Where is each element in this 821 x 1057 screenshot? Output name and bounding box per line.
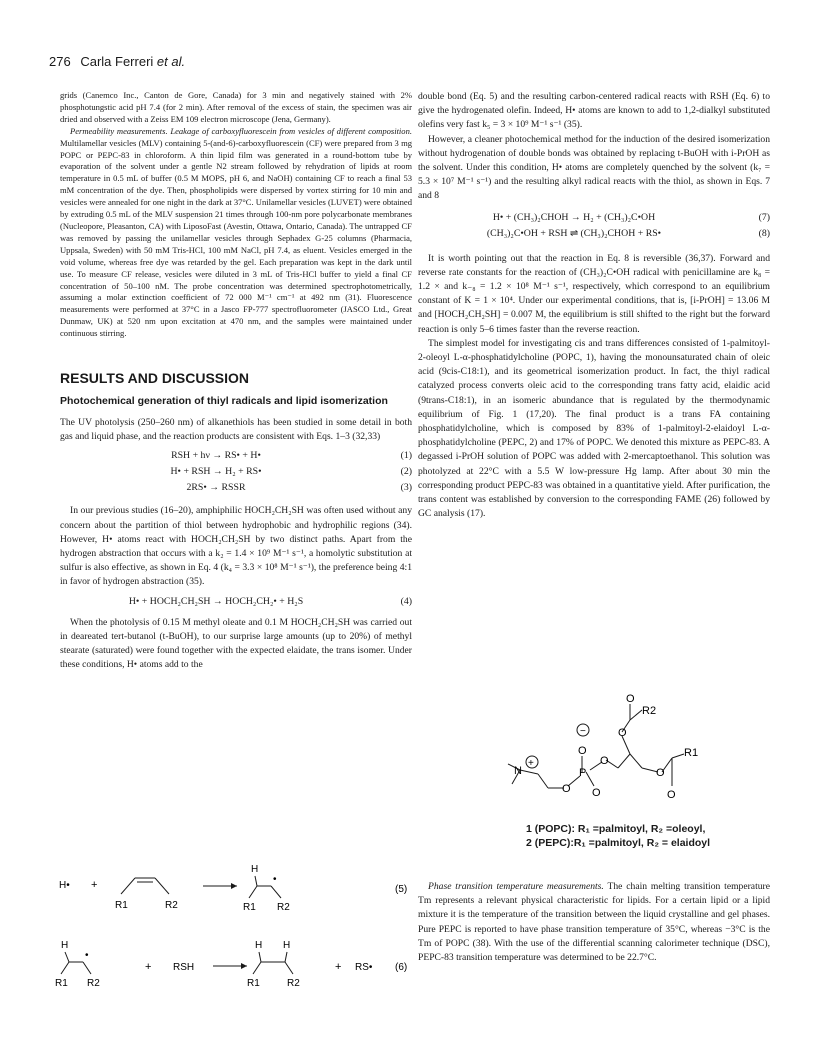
equation-5-number: (5) [395,884,408,895]
carbonyl-oxygen-r2: O [626,693,635,705]
equation-2: H• + RSH → H₂ + RS• (2) [170,466,412,478]
reaction-scheme [55,858,415,1028]
saturated-product-structure [253,952,293,974]
r2-label-structure: R2 [642,705,657,717]
equation-7: H• + (CH₃)₂CHOH → H₂ + (CH₃)₂C•OH (7) [492,211,770,223]
phase-transition-text: The chain melting transition temperature Tm represents a relevant physical characteristic for lipids. For a certain lipid or a lipid mixture it is the temperature of the transition between the liquid crystalline and gel phases. Pure PEPC is reported to have phase transition temperature of 35°C, whereas −3°C is the Tm of POPC (38). With the use of the differential scanning calorimeter technique (DSC), PEPC-83 transition temperature was determined to be 22.7°C. [418,881,770,964]
rs-radical-label: RS• [355,962,373,973]
section-title: RESULTS AND DISCUSSION [60,370,250,387]
r1-label-structure: R1 [684,747,699,759]
results-paragraph-2: In our previous studies (16–20), amphiphilic HOCH₂CH₂SH was often used without any concern about the partition of thiol between hydrophobic and hydrophilic regions (34). However, H• atoms react with HOCH₂CH₂SH by two distinct paths. Apart from the hydrogen abstraction that occurs with a k₂ = 1.4 × 10⁹ M⁻¹ s⁻¹, a homolytic substitution at sulfur is also effective, as shown in Eq. 4 (k₄ = 3.3 × 10⁸ M⁻¹ s⁻¹), the preference being 4:1 in favor of hydrogen abstraction (35). [60,505,412,588]
r2-label: R2 [165,900,178,911]
equation-4: H• + HOCH₂CH₂SH → HOCH₂CH₂• + H₂S (4) [128,595,412,607]
author-name: Carla Ferreri [80,54,154,69]
nitrogen-atom: N [514,765,522,777]
phospholipid-structure [490,690,730,815]
glycerol-oxygen-2: O [618,727,627,739]
page-number: 276 [49,54,71,69]
equation-8: (CH₃)₂C•OH + RSH ⇌ (CH₃)₂CHOH + RS• (8) [486,227,770,239]
glycerol-oxygen-1: O [600,755,609,767]
phosphorus-atom: P [579,767,587,779]
methods-paragraph-1: grids (Canemco Inc., Canton de Gore, Canada) for 3 min and negatively stained with 2% phosphotungstic acid pH 7.4 (for 2 min). After removal of the excess of stain, the specimen was air dried and observed with a Zeiss EM 109 electron microscope (Jena, Germany). [60,90,412,124]
caption-line-1: 1 (POPC): R₁ =palmitoyl, R₂ =oleoyl, [526,823,706,835]
right-paragraph-4: The simplest model for investigating cis and trans differences consisted of 1-palmitoyl-2-oleoyl L-α-phosphatidylcholine (POPC, 1), having the monounsaturated chain of oleic acid (9cis-C18:1), and its geometrical isomerization product. In fact, the thiyl radical catalyzed process converts oleic acid to the corresponding trans fatty acid, elaidic acid (9trans-C18:1), in an isomeric abundance that is regulated by the thermodynamic equilibrium of Fig. 1 (17,20). The final product is a trans FA containing phosphatidylcholine, which is composed by 83% of 1-palmitoyl-2-elaidoyl L-α-phosphatidylcholine (PEPC, 2) and 17% of POPC. We denoted this mixture as PEPC-83. A degassed i-PrOH solution of POPC was added with 2-mercaptoethanol. This solution was photolyzed at 22°C with a 5.5 W low-pressure Hg lamp. After about 30 min the corresponding product PEPC-83 was obtained in a quantitative yield. After purification, the trans content was established by conversion to the corresponding FAME (26) followed by GC analysis (17). [418,337,770,520]
r2-label-product: R2 [277,902,290,913]
svg-text:•: • [85,950,89,961]
equation-3: 2RS• → RSSR (3) [186,482,412,494]
right-paragraph-2: However, a cleaner photochemical method for the induction of the desired isomerization without hydrogenation of double bonds was obtained by replacing t-BuOH with i-PrOH as the solvent. Under this condition, H• atoms are completely quenched by the solvent (k₇ = 5.3 × 10⁷ M⁻¹ s⁻¹) and the resulting alkyl radical reacts with the thiol, as shown in Eqs. 7 and 8 [418,133,770,202]
plus-sign-6: + [145,961,152,973]
h-atom-left: H [255,940,263,951]
phosphate-charge-minus: − [580,726,586,737]
carbonyl-oxygen-r1: O [667,789,676,801]
phosphate-oxygen-double: O [592,787,601,799]
subsection-title: Photochemical generation of thiyl radicals and lipid isomerization [60,395,388,408]
results-paragraph-3: When the photolysis of 0.15 M methyl oleate and 0.1 M HOCH₂CH₂SH was carried out in deareated tert-butanol (t-BuOH), to our surprise large amounts (up to 20%) of methyl stearate (saturated) were found together with the expected elaidate, the trans isomer. Under these conditions, H• atoms add to the [60,616,412,671]
plus-sign: + [91,879,98,891]
caption-line-2: 2 (PEPC):R₁ =palmitoyl, R₂ = elaidoyl [526,837,711,849]
h-atom-label: H [251,864,259,875]
equation-1: RSH + hν → RS• + H• (1) [171,450,412,462]
methods-paragraph-2 [60,126,412,340]
ammonium-charge-plus: + [528,758,534,769]
rsh-label: RSH [173,962,195,973]
structure-caption [526,822,786,850]
left-column [60,90,412,672]
right-paragraph-1: double bond (Eq. 5) and the resulting carbon-centered radical reacts with RSH (Eq. 6) to give the hydrogenated olefin. Indeed, H• atoms are known to add to 1,2-dialkyl substituted olefins very fast k₅ = 3 × 10⁹ M⁻¹ s⁻¹ (35). [418,91,770,131]
permeability-text: Multilamellar vesicles (MLV) containing 5-(and-6)-carboxyfluorescein (CF) were prepared from 3 mg POPC or PEPC-83 in chloroform. A thin lipid film was generated in a round-bottom tube by evaporation of the solvent under a gentle N2 stream followed by rehydration of lipids at room temperature in 0.5 mL of buffer (0.5 M MOPS, pH 6, and NaOH) containing CF to reach a final 53 mM concentration of the dye. Then, phospholipids were dispersed by vortex stirring for 10 min and vesicles were annealed for one night in the dark at 37°C. Unilamellar vesicles (LUVET) were obtained by extruding 0.5 mL of the MLV suspension 21 times through 100-nm pore polycarbonate membranes (Nucleopore, Pleasanton, CA) with LiposoFast (Avestin, Ottawa, Ontario, Canada). The untrapped CF was removed by passing the unilamellar vesicles through Sephadex G-25 columns (Pharmacia, Uppsala, Sweden) with 50 mM Tris-HCl, 100 mM NaCl, pH 7.4, as eluent. Vesicles emerged in the void volume, whereas free dye was retarded by the gel. Each preparation was kept in the dark until use. To measure CF release, vesicles were diluted in 3 mL of Tris-HCl buffer to yield a final CF concentration of 50–100 nM. The probe concentration was determined spectrophotometrically, assuming a molar extinction coefficient of 72 000 M⁻¹ cm⁻¹ at 492 nm (31). Fluorescence measurements were performed at 37°C in a Jasco FP-777 spectrofluorometer (JASCO Ltd., Great Dunmaw, UK) at 520 nm upon excitation at 470 nm, and the samples were maintained under continuous stirring. [60,137,412,339]
permeability-heading: Permeability measurements. Leakage of carboxyfluorescein from vesicles of different composition. [70,125,412,136]
r1-label-product: R1 [243,902,256,913]
running-header [49,54,185,69]
right-paragraph-3: It is worth pointing out that the reaction in Eq. 8 is reversible (36,37). Forward and reverse rate constants for the reaction of (CH₃)₂C•OH radical with penicillamine are k₈ = 1.2 × and k₋₈ = 1.2 × 10⁸ M⁻¹ s⁻¹, respectively, which correspond to an equilibrium constant of K = 1 × 10⁴. Under our experimental conditions, that is, [i-PrOH] = 13.06 M and [HOCH₂CH₂SH] = 0.007 M, the equilibrium is still shifted to the right but the forward reaction is only 5–6 times faster than the reverse reaction. [418,252,770,335]
phosphate-oxygen-left: O [562,783,571,795]
right-column-bottom [418,880,770,965]
svg-text:•: • [273,874,277,885]
r2-label-6p: R2 [287,978,300,989]
h-atom-label-6: H [61,940,69,951]
h-atom-right: H [283,940,291,951]
results-paragraph-1: The UV photolysis (250–260 nm) of alkanethiols has been studied in some detail in both gas and liquid phase, and the reaction products are consistent with Eqs. 1–3 (32,33) [60,417,412,443]
h-radical-label: H• [59,880,70,891]
right-column [418,90,770,521]
r2-label-6: R2 [87,978,100,989]
phase-transition-paragraph [418,880,770,965]
r1-label-6: R1 [55,978,68,989]
olefin-structure [121,878,169,894]
glycerol-oxygen-3: O [656,767,665,779]
r1-label: R1 [115,900,128,911]
phosphate-oxygen-top: O [578,745,587,757]
equation-6-number: (6) [395,962,408,973]
author-etal: et al. [156,54,186,69]
r1-label-6p: R1 [247,978,260,989]
plus-sign-6b: + [335,961,342,973]
phase-transition-heading: Phase transition temperature measurements. [428,881,604,892]
